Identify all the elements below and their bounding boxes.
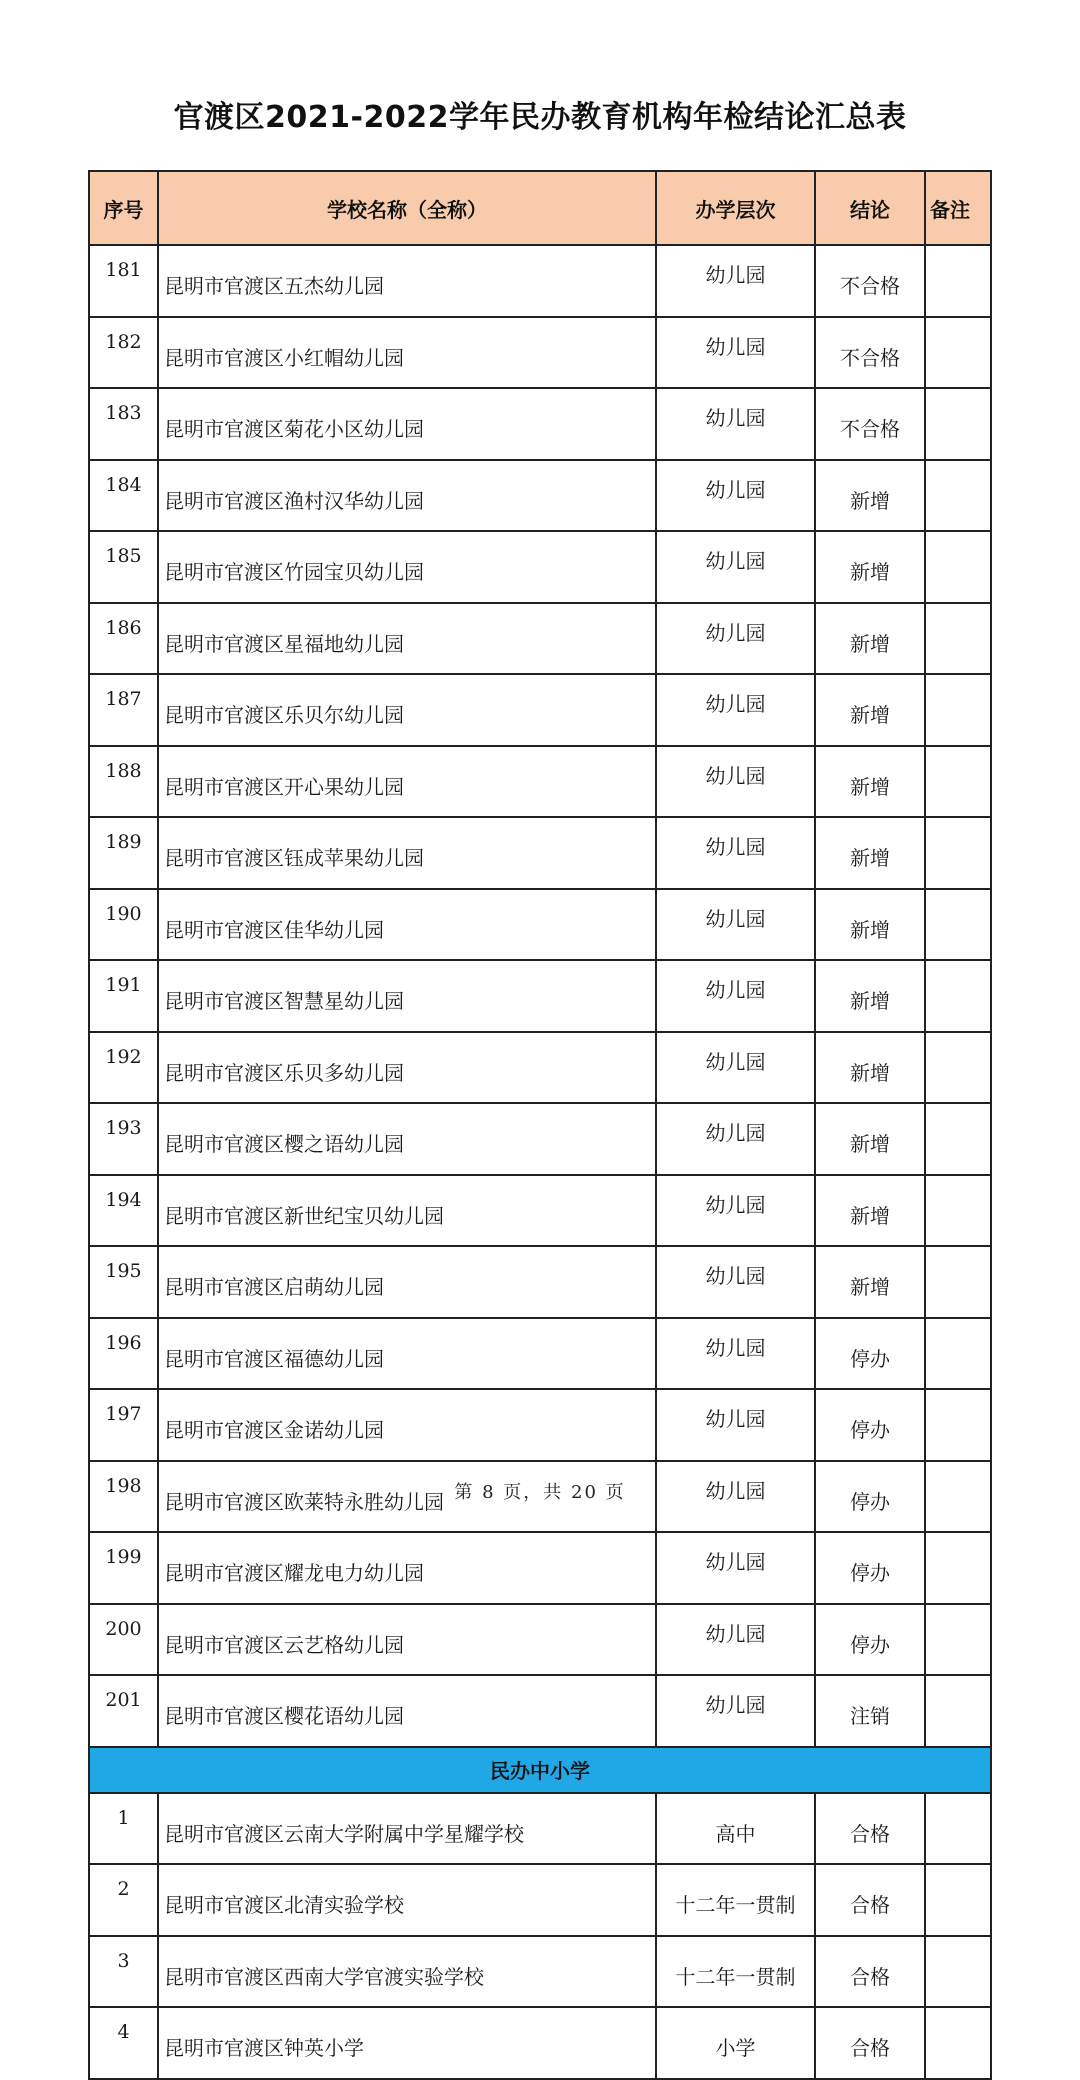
table-row [89, 1032, 991, 1104]
row-number: 2 [89, 1864, 158, 1936]
school-level: 幼儿园 [656, 1461, 815, 1533]
conclusion: 新增 [815, 1032, 925, 1104]
school-name: 昆明市官渡区钟英小学 [158, 2007, 656, 2079]
note [925, 1318, 991, 1390]
header-conclusion: 结论 [815, 171, 925, 245]
note [925, 245, 991, 317]
row-number: 196 [89, 1318, 158, 1390]
note [925, 531, 991, 603]
school-name: 昆明市官渡区启萌幼儿园 [158, 1246, 656, 1318]
school-level: 幼儿园 [656, 1604, 815, 1676]
conclusion: 新增 [815, 531, 925, 603]
note [925, 1675, 991, 1747]
conclusion: 新增 [815, 603, 925, 675]
conclusion: 不合格 [815, 317, 925, 389]
table-row [89, 674, 991, 746]
school-level: 幼儿园 [656, 1532, 815, 1604]
row-number: 190 [89, 889, 158, 961]
school-name: 昆明市官渡区樱之语幼儿园 [158, 1103, 656, 1175]
table-header-row [89, 171, 991, 245]
school-name: 昆明市官渡区乐贝尔幼儿园 [158, 674, 656, 746]
row-number: 182 [89, 317, 158, 389]
row-number: 188 [89, 746, 158, 818]
row-number: 184 [89, 460, 158, 532]
note [925, 1793, 991, 1865]
note [925, 317, 991, 389]
header-school-name: 学校名称（全称） [158, 171, 656, 245]
school-name: 昆明市官渡区西南大学官渡实验学校 [158, 1936, 656, 2008]
school-name: 昆明市官渡区北清实验学校 [158, 1864, 656, 1936]
school-name: 昆明市官渡区云南大学附属中学星耀学校 [158, 1793, 656, 1865]
conclusion: 新增 [815, 746, 925, 818]
note [925, 388, 991, 460]
conclusion: 新增 [815, 674, 925, 746]
page-footer: 第 8 页，共 20 页 [454, 1482, 626, 1503]
row-number: 185 [89, 531, 158, 603]
row-number: 181 [89, 245, 158, 317]
conclusion: 新增 [815, 1103, 925, 1175]
note [925, 603, 991, 675]
row-number: 191 [89, 960, 158, 1032]
school-level: 幼儿园 [656, 1318, 815, 1390]
header-level: 办学层次 [656, 171, 815, 245]
row-number: 200 [89, 1604, 158, 1676]
school-level: 小学 [656, 2007, 815, 2079]
conclusion: 停办 [815, 1389, 925, 1461]
table-row [89, 746, 991, 818]
note [925, 460, 991, 532]
row-number: 4 [89, 2007, 158, 2079]
note [925, 1103, 991, 1175]
school-level: 高中 [656, 1793, 815, 1865]
school-level: 十二年一贯制 [656, 1864, 815, 1936]
school-name: 昆明市官渡区开心果幼儿园 [158, 746, 656, 818]
conclusion: 新增 [815, 460, 925, 532]
conclusion: 不合格 [815, 245, 925, 317]
conclusion: 合格 [815, 2007, 925, 2079]
header-num: 序号 [89, 171, 158, 245]
note [925, 1936, 991, 2008]
school-name: 昆明市官渡区金诺幼儿园 [158, 1389, 656, 1461]
school-name: 昆明市官渡区新世纪宝贝幼儿园 [158, 1175, 656, 1247]
school-level: 幼儿园 [656, 1103, 815, 1175]
school-name: 昆明市官渡区竹园宝贝幼儿园 [158, 531, 656, 603]
row-number: 201 [89, 1675, 158, 1747]
note [925, 817, 991, 889]
school-level: 幼儿园 [656, 889, 815, 961]
school-level: 幼儿园 [656, 531, 815, 603]
conclusion: 停办 [815, 1318, 925, 1390]
table-row [89, 388, 991, 460]
table-row [89, 1675, 991, 1747]
conclusion: 合格 [815, 1864, 925, 1936]
school-level: 幼儿园 [656, 460, 815, 532]
school-level: 幼儿园 [656, 603, 815, 675]
school-name: 昆明市官渡区五杰幼儿园 [158, 245, 656, 317]
conclusion: 注销 [815, 1675, 925, 1747]
row-number: 187 [89, 674, 158, 746]
row-number: 1 [89, 1793, 158, 1865]
school-name: 昆明市官渡区佳华幼儿园 [158, 889, 656, 961]
table-row [89, 603, 991, 675]
note [925, 1604, 991, 1676]
school-name: 昆明市官渡区樱花语幼儿园 [158, 1675, 656, 1747]
school-level: 幼儿园 [656, 1675, 815, 1747]
school-level: 幼儿园 [656, 960, 815, 1032]
conclusion: 停办 [815, 1461, 925, 1533]
note [925, 1864, 991, 1936]
table-row [89, 1246, 991, 1318]
table-row [89, 245, 991, 317]
school-level: 十二年一贯制 [656, 1936, 815, 2008]
row-number: 186 [89, 603, 158, 675]
row-number: 197 [89, 1389, 158, 1461]
note [925, 746, 991, 818]
conclusion: 合格 [815, 1793, 925, 1865]
school-name: 昆明市官渡区星福地幼儿园 [158, 603, 656, 675]
school-level: 幼儿园 [656, 1246, 815, 1318]
page-title: 官渡区2021-2022学年民办教育机构年检结论汇总表 [173, 100, 907, 135]
school-name: 昆明市官渡区耀龙电力幼儿园 [158, 1532, 656, 1604]
row-number: 193 [89, 1103, 158, 1175]
conclusion: 不合格 [815, 388, 925, 460]
note [925, 1246, 991, 1318]
table-row [89, 1318, 991, 1390]
school-name: 昆明市官渡区智慧星幼儿园 [158, 960, 656, 1032]
table-row [89, 1389, 991, 1461]
table-row [89, 1793, 991, 1865]
conclusion: 新增 [815, 1175, 925, 1247]
school-name: 昆明市官渡区钰成苹果幼儿园 [158, 817, 656, 889]
school-name: 昆明市官渡区欧莱特永胜幼儿园 [158, 1461, 656, 1533]
school-name: 昆明市官渡区乐贝多幼儿园 [158, 1032, 656, 1104]
row-number: 183 [89, 388, 158, 460]
conclusion: 新增 [815, 1246, 925, 1318]
note [925, 1175, 991, 1247]
note [925, 960, 991, 1032]
school-level: 幼儿园 [656, 1032, 815, 1104]
school-level: 幼儿园 [656, 1389, 815, 1461]
row-number: 189 [89, 817, 158, 889]
row-number: 199 [89, 1532, 158, 1604]
school-level: 幼儿园 [656, 317, 815, 389]
conclusion: 新增 [815, 889, 925, 961]
row-number: 198 [89, 1461, 158, 1533]
school-name: 昆明市官渡区菊花小区幼儿园 [158, 388, 656, 460]
table-row [89, 1175, 991, 1247]
conclusion: 合格 [815, 1936, 925, 2008]
school-name: 昆明市官渡区小红帽幼儿园 [158, 317, 656, 389]
row-number: 3 [89, 1936, 158, 2008]
section-label: 民办中小学 [89, 1747, 991, 1793]
table-row [89, 460, 991, 532]
note [925, 674, 991, 746]
table-row [89, 889, 991, 961]
table-row [89, 1532, 991, 1604]
school-level: 幼儿园 [656, 817, 815, 889]
table-row [89, 1604, 991, 1676]
school-level: 幼儿园 [656, 746, 815, 818]
table-row [89, 317, 991, 389]
table-row [89, 817, 991, 889]
row-number: 192 [89, 1032, 158, 1104]
table-row [89, 1103, 991, 1175]
note [925, 2007, 991, 2079]
note [925, 1532, 991, 1604]
header-note: 备注 [925, 171, 991, 245]
summary-table [88, 170, 992, 2080]
note [925, 889, 991, 961]
table-row [89, 531, 991, 603]
conclusion: 停办 [815, 1532, 925, 1604]
table-row [89, 1936, 991, 2008]
school-name: 昆明市官渡区云艺格幼儿园 [158, 1604, 656, 1676]
table-row [89, 2007, 991, 2079]
note [925, 1032, 991, 1104]
table-row [89, 1864, 991, 1936]
school-level: 幼儿园 [656, 1175, 815, 1247]
school-level: 幼儿园 [656, 388, 815, 460]
row-number: 195 [89, 1246, 158, 1318]
conclusion: 停办 [815, 1604, 925, 1676]
note [925, 1389, 991, 1461]
school-name: 昆明市官渡区渔村汉华幼儿园 [158, 460, 656, 532]
conclusion: 新增 [815, 960, 925, 1032]
row-number: 194 [89, 1175, 158, 1247]
conclusion: 新增 [815, 817, 925, 889]
school-level: 幼儿园 [656, 674, 815, 746]
table-row [89, 960, 991, 1032]
school-level: 幼儿园 [656, 245, 815, 317]
school-name: 昆明市官渡区福德幼儿园 [158, 1318, 656, 1390]
section-row [89, 1747, 991, 1793]
